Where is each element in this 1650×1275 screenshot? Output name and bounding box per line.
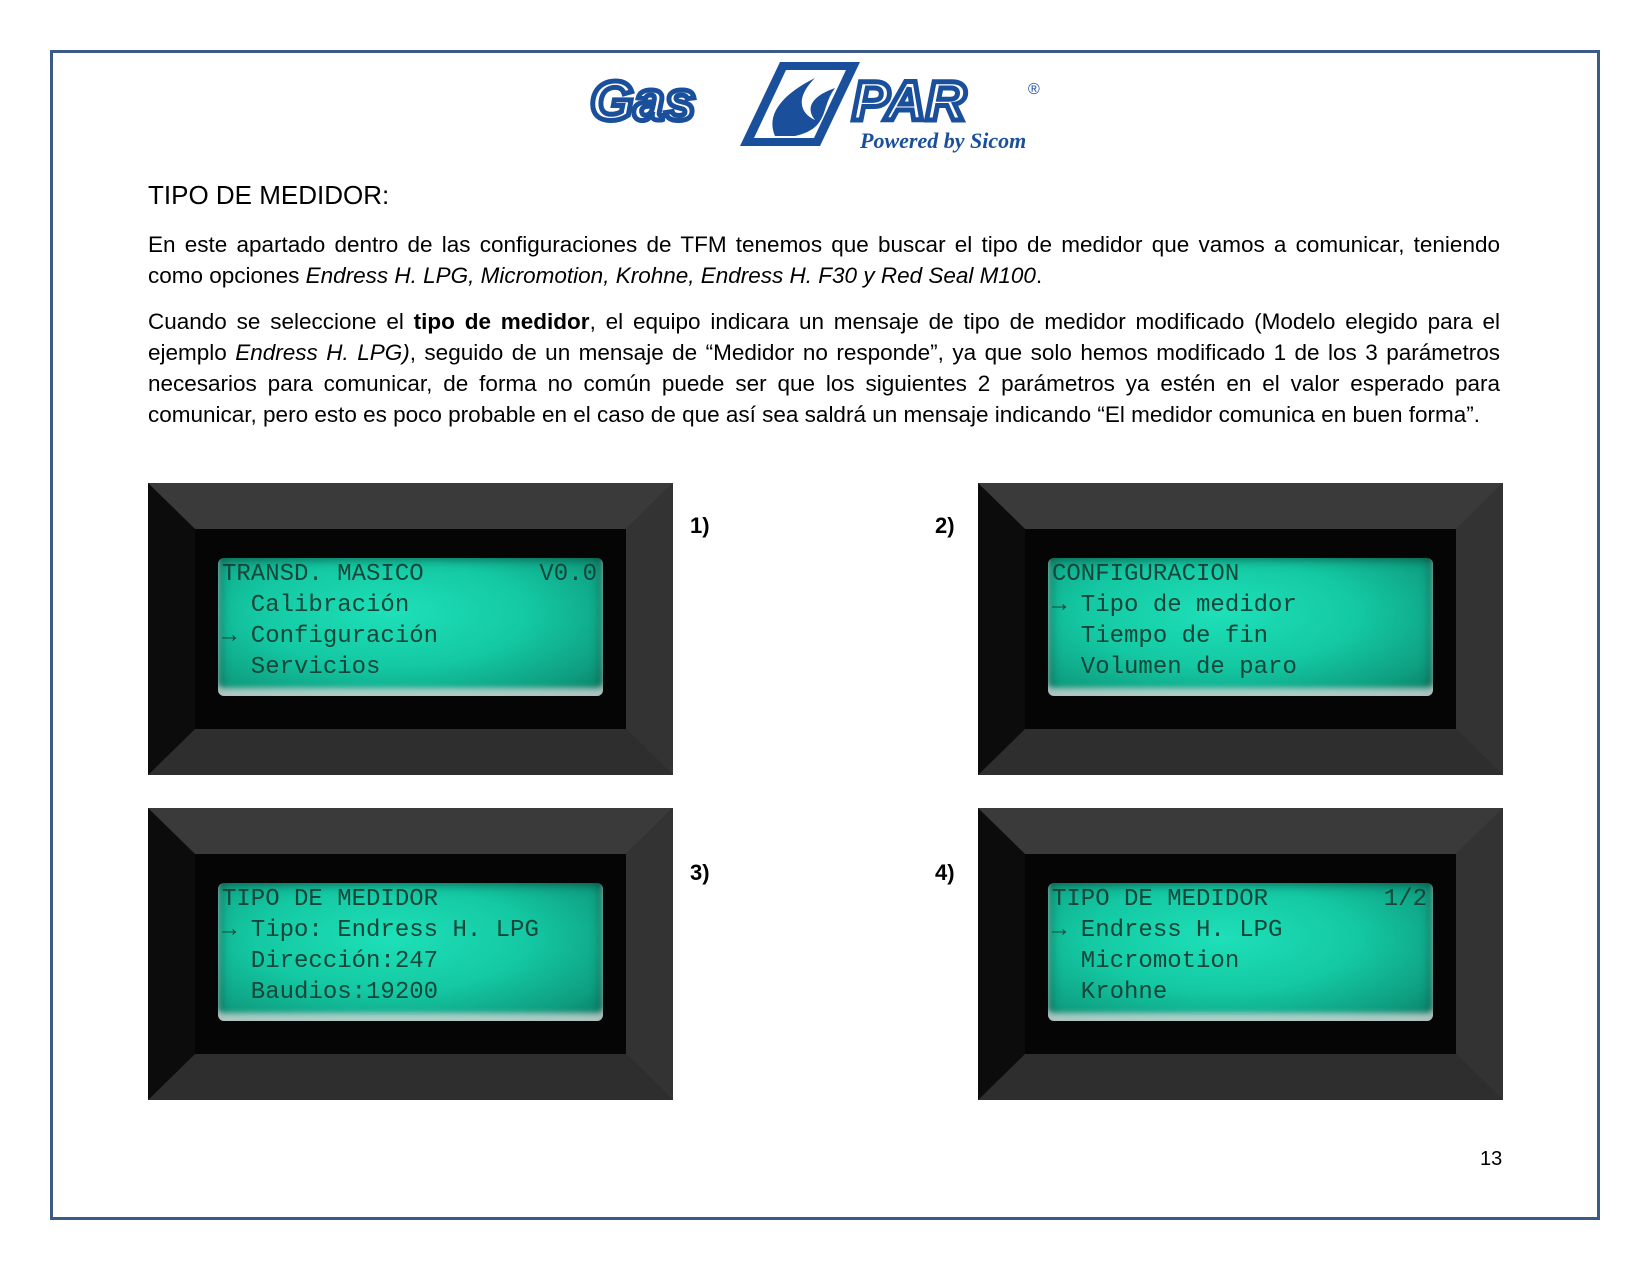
paragraph2-bold: tipo de medidor [413,309,590,334]
lcd2-line-2: → Tipo de medidor [1052,592,1297,619]
lcd4-page-indicator: 1/2 [1383,886,1427,913]
paragraph2-post: , seguido de un mensaje de “Medidor no responde”, ya que solo hemos modificado 1 de los 3 parámetros necesarios para comunicar, de forma no común puede ser que los siguientes 2 parámetros ya estén en el valor esperado para comunicar, pero esto es poco probable en el caso de que así sea saldrá un mensaje indicando “El medidor comunica en buen forma”. [148,340,1500,427]
paragraph1-text: En este apartado dentro de las configuraciones de TFM tenemos que buscar el tipo de medidor que vamos a comunicar, teniendo como opciones [148,232,1500,288]
section-heading: TIPO DE MEDIDOR: [148,180,390,210]
lcd-screen-2 [978,483,1503,775]
logo-gas-text: Gas [590,69,696,132]
lcd3-line-1: TIPO DE MEDIDOR [222,886,439,913]
lcd4-line-1: TIPO DE MEDIDOR 1/2 [1052,886,1427,913]
flame-icon [740,62,860,146]
lcd3-line-3: Dirección:247 [222,948,439,975]
lcd2-line-3: Tiempo de fin [1052,623,1269,650]
lcd3-line-2: → Tipo: Endress H. LPG [222,917,539,944]
paragraph1-end: . [1035,263,1043,288]
lcd3-line-4: Baudios:19200 [222,979,439,1006]
logo-tagline: Powered by Sicom [860,128,1027,153]
page-number: 13 [1480,1148,1503,1170]
gaspar-logo [590,58,1060,154]
lcd-screen-4 [978,808,1503,1100]
paragraph2-mid: , el equipo indicara un mensaje de tipo de medidor modificado (Modelo elegido para el ejemplo [148,309,1500,365]
lcd-screen-3 [148,808,673,1100]
lcd2-line-1: CONFIGURACION [1052,561,1240,588]
screen-label-4: 4) [935,860,955,885]
lcd2-line-4: Volumen de paro [1052,654,1297,681]
lcd1-version: V0.0 [539,561,597,588]
screen-label-2: 2) [935,513,955,538]
lcd-display-3 [218,883,603,1021]
paragraph2-italic: Endress H. LPG) [235,340,410,365]
lcd-display-2 [1048,558,1433,696]
paragraph2-pre: Cuando se seleccione el [148,309,414,334]
lcd1-line-1: TRANSD. MASICO V0.0 [222,561,597,588]
registered-mark: ® [1028,81,1040,98]
paragraph-selection [148,306,1500,430]
lcd4-line-3: Micromotion [1052,948,1240,975]
lcd4-line-4: Krohne [1052,979,1168,1006]
lcd-display-4 [1048,883,1433,1021]
screen-label-3: 3) [690,860,710,885]
lcd-display-1 [218,558,603,696]
lcd1-line-2: Calibración [222,592,410,619]
paragraph-options [148,229,1500,291]
screen-label-1: 1) [690,513,710,538]
logo-par-text: PAR [852,69,967,132]
lcd1-line-3: → Configuración [222,623,439,650]
lcd4-line-2: → Endress H. LPG [1052,917,1283,944]
lcd1-line-4: Servicios [222,654,381,681]
meter-options: Endress H. LPG, Micromotion, Krohne, Endress H. F30 y Red Seal M100 [305,263,1036,288]
lcd-screen-1 [148,483,673,775]
